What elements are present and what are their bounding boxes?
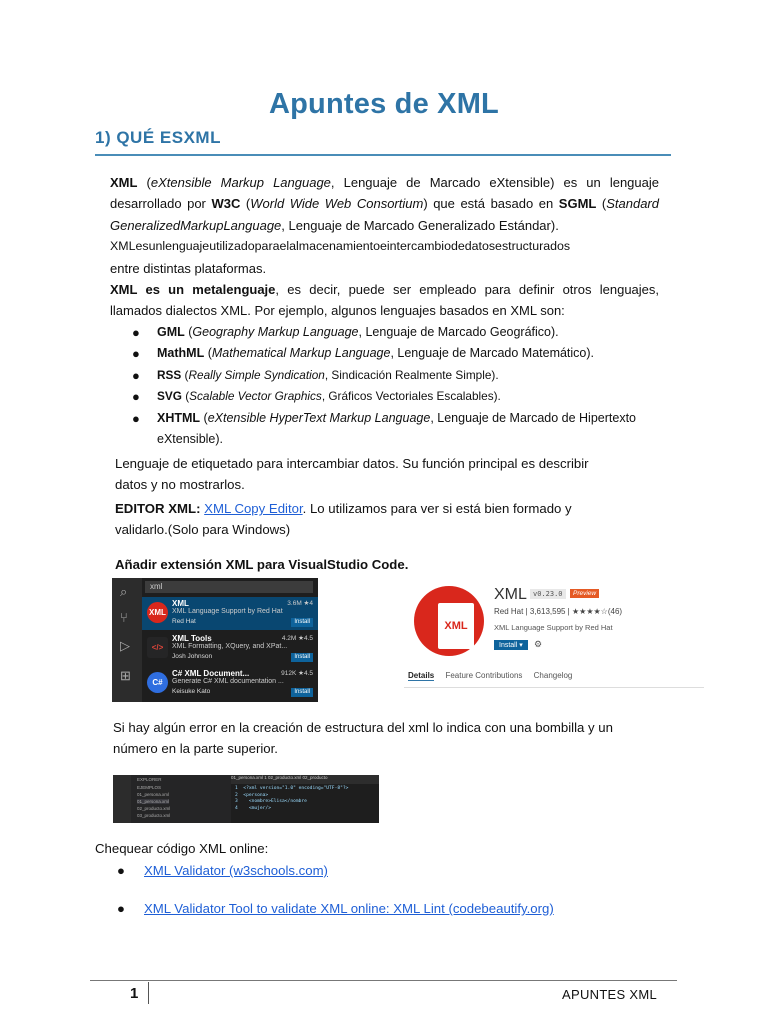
- extension-item[interactable]: C# C# XML Document... Generate C# XML documentation ... Keisuke Kato 912K ★4.5 Install: [142, 667, 318, 700]
- validator-links: [117, 861, 554, 919]
- intro-paragraph: XML (eXtensible Markup Language, Lenguaje de Marcado eXtensible) es un lenguaje desarrollado por W3C (World Wide Web Consortium) que está basado en SGML (Standard GeneralizedMarkupLanguage, Lenguaje de Marcado Generalizado Estándar). XMLesunlenguajeutilizadoparaelalmacenamientoeintercambiodedatosestructurados entre distintas plataformas. XML es un metalenguaje, es decir, puede ser empleado para definir otros lenguajes, llamados dialectos XML. Por ejemplo, algunos lenguajes basados en XML son:: [110, 175, 660, 319]
- usage-line-1: XMLesunlenguajeutilizadoparaelalmacenamientoeintercambiodedatosestructurados: [110, 239, 571, 254]
- dialect-list: [132, 322, 672, 450]
- search-input[interactable]: xml: [145, 581, 313, 593]
- extension-item[interactable]: XML XML XML Language Support by Red Hat Red Hat 3.6M ★4 Install: [142, 597, 318, 630]
- w3schools-validator-link[interactable]: XML Validator (w3schools.com): [144, 863, 328, 878]
- explorer-panel: EXPLORER EJEMPLOS 01_persona.xml 01_persona.xml 02_producto.xml 03_producto.xml: [131, 775, 231, 823]
- xml-icon: XML: [147, 602, 168, 623]
- install-button[interactable]: Install: [291, 618, 313, 627]
- source-control-icon: ⑂: [120, 610, 128, 625]
- xml-logo: [414, 586, 484, 656]
- list-item: ● SVG (Scalable Vector Graphics, Gráficos Vectoriales Escalables).: [132, 389, 501, 405]
- footer-divider: [148, 982, 149, 1004]
- page-title: Apuntes de XML: [269, 88, 499, 120]
- description-paragraph: Lenguaje de etiquetado para intercambiar datos. Su función principal es describir datos y no mostrarlos.: [115, 456, 589, 493]
- usage-line-2: entre distintas plataformas.: [110, 260, 267, 276]
- list-item: ● XML Validator (w3schools.com): [117, 863, 328, 878]
- codebeautify-validator-link[interactable]: XML Validator Tool to validate XML online: XML Lint (codebeautify.org): [144, 901, 554, 916]
- heading-rule: [95, 154, 671, 156]
- vscode-editor-screenshot: [113, 775, 379, 823]
- gear-icon[interactable]: ⚙: [534, 639, 543, 649]
- tab-changelog[interactable]: Changelog: [533, 671, 573, 680]
- list-item: ● MathML (Mathematical Markup Language, Lenguaje de Marcado Matemático).: [132, 346, 595, 362]
- list-item: ● XML Validator Tool to validate XML online: XML Lint (codebeautify.org): [117, 901, 554, 916]
- run-icon: ▷: [120, 638, 130, 653]
- xml-extension-card-screenshot: XML XML v0.23.0 Preview Red Hat | 3,613,595 | ★★★★☆(46) XML Language Support by Red Hat Install ▾ ⚙ Details Feature Contributions Changelog: [404, 578, 704, 690]
- extension-tabs: [408, 671, 581, 680]
- check-heading: Chequear código XML online:: [95, 841, 269, 856]
- section-heading: 1) QUÉ ESXML: [95, 128, 221, 147]
- error-paragraph: Si hay algún error en la creación de estructura del xml lo indica con una bombilla y un número en la parte superior.: [113, 720, 613, 757]
- extension-heading: Añadir extensión XML para VisualStudio Code.: [115, 557, 409, 572]
- extensions-icon: ⊞: [120, 668, 131, 683]
- search-icon: ⌕: [120, 584, 128, 599]
- list-item: ● GML (Geography Markup Language, Lenguaje de Marcado Geográfico).: [132, 325, 559, 340]
- editor-paragraph: EDITOR XML: XML Copy Editor. Lo utilizamos para ver si está bien formado y validarlo.(Solo para Windows): [115, 501, 572, 538]
- code-editor: 1 <?xml version="1.0" encoding="UTF-8"?> 2 <persona> 3 <nombre>Elisa</nombre 4 <mujer/>: [235, 786, 349, 811]
- extension-item[interactable]: </> XML Tools XML Formatting, XQuery, and XPat... Josh Johnson 4.2M ★4.5 Install: [142, 632, 318, 665]
- activity-bar: [112, 578, 142, 702]
- file-icon: XML: [438, 603, 474, 649]
- install-button[interactable]: Install: [291, 688, 313, 697]
- install-button[interactable]: Install ▾: [494, 640, 528, 650]
- tab-details[interactable]: Details: [408, 671, 435, 680]
- footer-rule: [90, 980, 677, 981]
- tab-feature-contributions[interactable]: Feature Contributions: [445, 671, 523, 680]
- xml-copy-editor-link[interactable]: XML Copy Editor: [204, 501, 303, 516]
- code-icon: </>: [147, 637, 168, 658]
- vscode-extensions-screenshot: [112, 578, 318, 702]
- preview-badge: Preview: [570, 589, 599, 598]
- activity-bar: [113, 775, 131, 823]
- list-item: ● XHTML (eXtensible HyperText Markup Language, Lenguaje de Marcado de Hipertexto eXtensible).: [132, 410, 637, 447]
- page-number: 1: [130, 985, 139, 1002]
- list-item: ● RSS (Really Simple Syndication, Sindicación Realmente Simple).: [132, 367, 499, 383]
- footer-title: APUNTES XML: [562, 987, 658, 1002]
- csharp-icon: C#: [147, 672, 168, 693]
- install-button[interactable]: Install: [291, 653, 313, 662]
- editor-tabs: 01_persona.xml 1 02_producto.xml 02_producto: [231, 775, 379, 784]
